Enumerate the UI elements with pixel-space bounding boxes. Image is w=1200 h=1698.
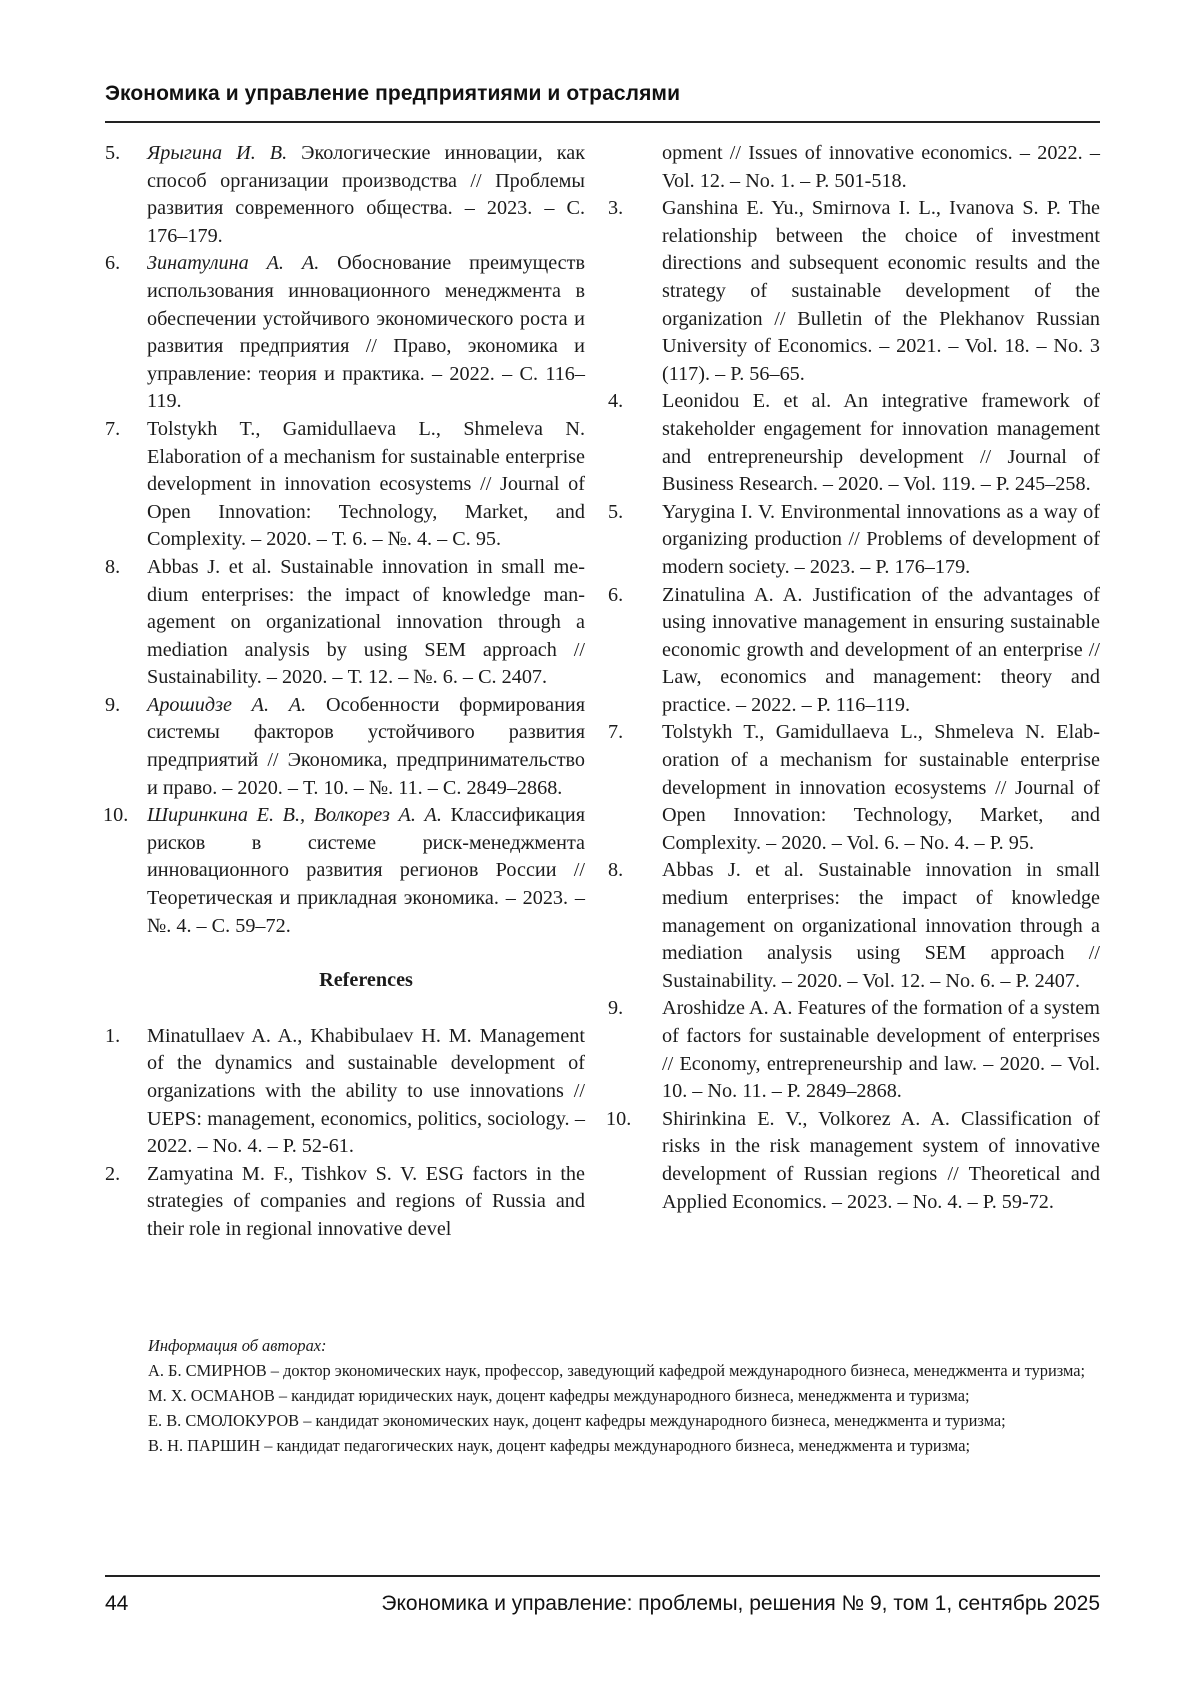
reference-authors: Зинатулина А. А. <box>147 252 320 275</box>
reference-item <box>606 1106 1100 1216</box>
left-column <box>105 140 585 1244</box>
right-column <box>606 140 1100 1216</box>
reference-item <box>608 857 1100 995</box>
journal-issue-line: Экономика и управление: проблемы, решения № 9, том 1, сентябрь 2025 <box>381 1592 1100 1615</box>
reference-item <box>105 802 585 940</box>
reference-item <box>608 499 1100 582</box>
reference-number: 3. <box>608 197 624 220</box>
reference-number: 7. <box>608 721 624 744</box>
reference-item <box>105 1161 585 1244</box>
references-heading: References <box>319 969 413 992</box>
reference-number: 10. <box>606 1107 632 1130</box>
author-entry: В. Н. ПАРШИН – кандидат педагогических наук, доцент кафедры международного бизнеса, менеджмента и туризма; <box>148 1436 971 1455</box>
reference-item <box>608 388 1100 498</box>
reference-text: Abbas J. et al. Sustainable innovation in small medium enterprises: the impact of knowledge management on organizational innovation through a mediation analysis by using SEM approach // Sustainability. – 2020. – Т. 12. – №. 6. – С. 2407. <box>147 555 585 689</box>
reference-text: Ganshina E. Yu., Smirnova I. L., Ivanova S. P. The relationship between the choice of investment directions and subsequent economic results and the strategy of sustainable development of the organization // Bulletin of the Plekhanov Russian University of Economics. – 2021. – Vol. 18. – No. 3 (117). – P. 56–65. <box>662 197 1100 385</box>
reference-text: Классификация рисков в системе риск-менеджмента инновационного развития регионов России // Теоретическая и прикладная экономика. – 2023. – №. 4. – С. 59–72. <box>147 804 585 937</box>
reference-text: Zamyatina M. F., Tishkov S. V. ESG factors in the strategies of companies and regions of Russia and their role in regional innovative devel <box>147 1162 585 1240</box>
reference-number: 6. <box>608 583 624 606</box>
reference-item <box>105 250 585 416</box>
reference-continuation: opment // Issues of innovative economics. – 2022. – Vol. 12. – No. 1. – P. 501-518. <box>662 142 1100 192</box>
author-entry: М. Х. ОСМАНОВ – кандидат юридических наук, доцент кафедры международного бизнеса, менеджмента и туризма; <box>148 1386 970 1405</box>
reference-item <box>105 692 585 802</box>
reference-number: 5. <box>608 500 624 523</box>
english-reference-list-continued <box>606 195 1100 1216</box>
reference-item <box>105 554 585 692</box>
reference-number: 5. <box>105 142 121 164</box>
reference-text: Leonidou E. et al. An integrative framework of stakeholder engagement for innovation management and entrepreneurship development // Journal of Business Research. – 2020. – Vol. 119. – P. 245–258. <box>662 390 1100 496</box>
reference-text: Экологические инновации, как способ организации производства // Проблемы развития современного общества. – 2023. – С. 176–179. <box>147 142 585 247</box>
reference-text: Yarygina I. V. Environmental innovations as a way of organizing production // Problems of development of modern society. – 2023. – P. 176–179. <box>662 500 1100 578</box>
reference-number: 8. <box>105 555 121 578</box>
author-info-title: Информация об авторах: <box>148 1336 327 1355</box>
running-header: Экономика и управление предприятиями и отраслями <box>105 82 681 105</box>
reference-item <box>105 416 585 554</box>
reference-item <box>105 1023 585 1161</box>
reference-text: Abbas J. et al. Sustainable innovation in small medium enterprises: the impact of knowledge management on organizational innovation through a mediation analysis using SEM approach // Sustainability. – 2020. – Vol. 12. – No. 6. – P. 2407. <box>662 859 1100 992</box>
russian-reference-list <box>105 140 585 940</box>
page-number: 44 <box>105 1592 129 1615</box>
reference-authors: Ширинкина Е. В., Волкорез А. А. <box>147 804 442 827</box>
reference-number: 9. <box>105 693 121 716</box>
reference-item <box>608 995 1100 1105</box>
reference-number: 7. <box>105 417 121 440</box>
reference-number: 8. <box>608 859 624 882</box>
reference-number: 2. <box>105 1162 121 1185</box>
footer-rule <box>105 1575 1100 1577</box>
reference-item <box>608 719 1100 857</box>
reference-authors: Ярыгина И. В. <box>147 142 288 164</box>
reference-authors: Арошидзе А. А. <box>147 693 307 716</box>
header-rule <box>105 121 1100 123</box>
reference-text: Minatullaev A. A., Khabibulaev H. M. Management of the dynamics and sustainable development of organizations with the ability to use innovations // UEPS: management, economics, politics, sociology. – 2022. – No. 4. – P. 52-61. <box>147 1024 585 1158</box>
reference-number: 9. <box>608 997 624 1020</box>
reference-number: 1. <box>105 1024 121 1047</box>
reference-text: Tolstykh T., Gamidullaeva L., Shmeleva N. Elaboration of a mechanism for sustainable enterprise development in innovation ecosystems // Journal of Open Innovation: Technology, Market, and Complexity. – 2020. – Т. 6. – №. 4. – С. 95. <box>147 417 585 551</box>
reference-number: 10. <box>103 804 129 827</box>
reference-item <box>608 582 1100 720</box>
author-entry: А. Б. СМИРНОВ – доктор экономических наук, профессор, заведующий кафедрой международного бизнеса, менеджмента и туризма; <box>148 1361 1086 1380</box>
reference-text: Tolstykh T., Gamidullaeva L., Shmeleva N. Elaboration of a mechanism for sustainable enterprise development in innovation ecosystems // Journal of Open Innovation: Technology, Market, and Complexity. – 2020. – Vol. 6. – No. 4. – P. 95. <box>662 721 1100 854</box>
reference-item <box>105 140 585 250</box>
author-information <box>148 1333 1100 1458</box>
reference-number: 6. <box>105 252 121 275</box>
reference-item <box>608 195 1100 388</box>
reference-text: Shirinkina E. V., Volkorez A. A. Classification of risks in the risk management system of innovative development of Russian regions // Theoretical and Applied Economics. – 2023. – No. 4. – P. 59-72. <box>662 1107 1100 1213</box>
reference-text: Обоснование преимуществ использования инновационного менеджмента в обеспечении устойчивого экономического роста и развития предприятия // Право, экономика и управление: теория и практика. – 2022. – С. 116–119. <box>147 252 585 413</box>
english-reference-list <box>105 1023 585 1244</box>
reference-text: Aroshidze A. A. Features of the formation of a system of factors for sustainable development of enterprises // Economy, entrepreneurship and law. – 2020. – Vol. 10. – No. 11. – P. 2849–2868. <box>662 997 1100 1103</box>
reference-text: Zinatulina A. A. Justification of the advantages of using innovative management in ensuring sustainable economic growth and development of an enterprise // Law, economics and management: theory and practice. – 2022. – P. 116–119. <box>662 583 1100 716</box>
reference-number: 4. <box>608 390 624 413</box>
author-entry: Е. В. СМОЛОКУРОВ – кандидат экономических наук, доцент кафедры международного бизнеса, менеджмента и туризма; <box>148 1411 1006 1430</box>
reference-text: Особенности формирования системы факторов устойчивого развития предприятий // Экономика, предпринимательство и право. – 2020. – Т. 10. – №. 11. – С. 2849–2868. <box>147 693 585 799</box>
